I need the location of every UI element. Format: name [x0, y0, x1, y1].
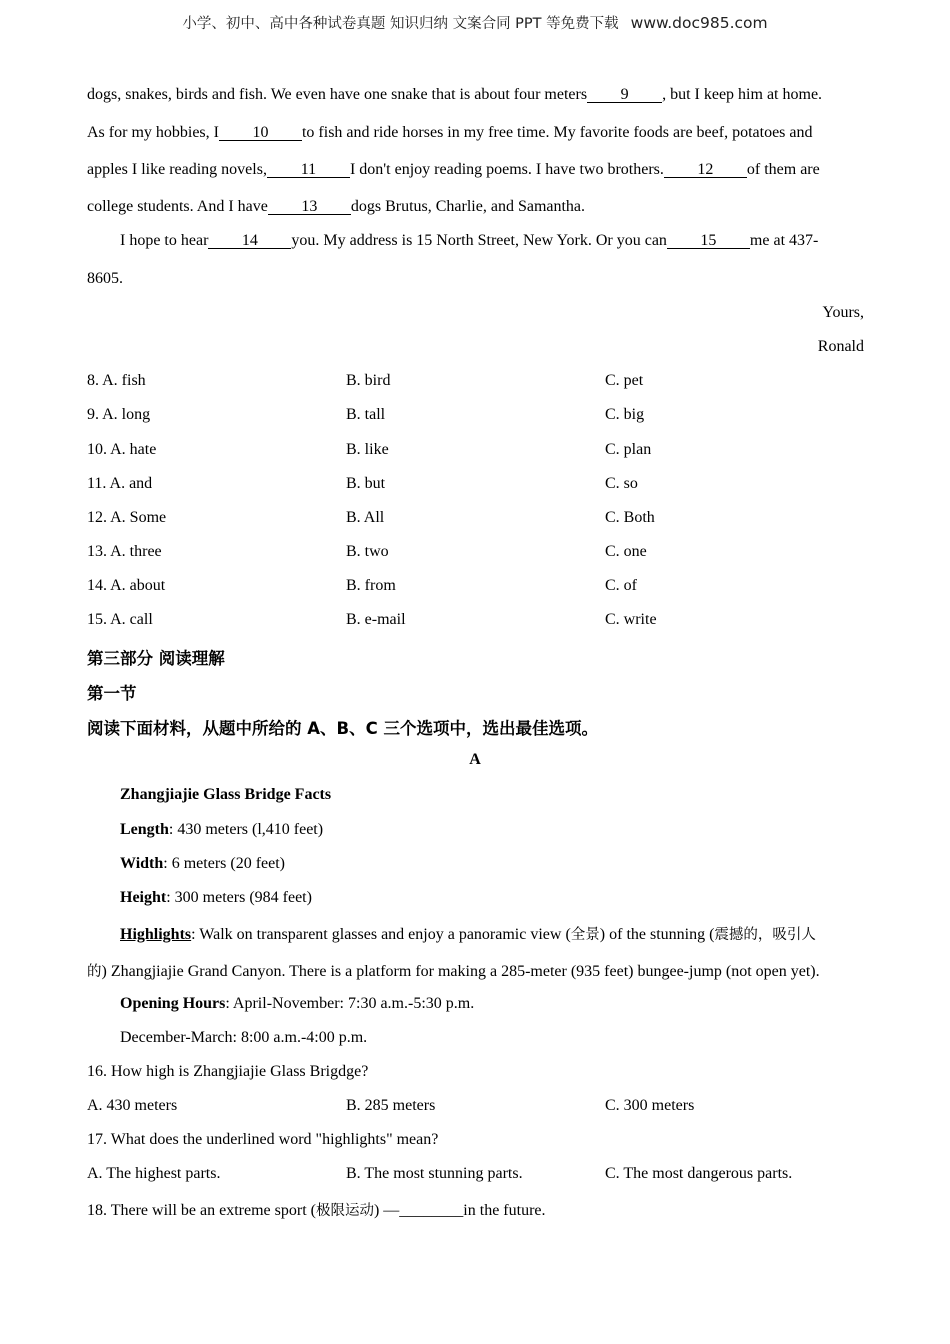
fact-height [120, 889, 312, 907]
section-instruction: 阅读下面材料，从题中所给的 A、B、C 三个选项中，选出最佳选项。 [87, 719, 598, 738]
fact-opening-hours [120, 995, 474, 1013]
text: of them are [746, 161, 820, 178]
option-a: 12. A. Some [87, 509, 167, 526]
text: dogs, snakes, birds and fish. We even have one snake that is about four meters [87, 86, 588, 103]
question-16: 16. How high is Zhangjiajie Glass Brigdge? [87, 1063, 369, 1080]
q16-option-c: C. 300 meters [605, 1097, 695, 1114]
text: me at 437- [749, 232, 819, 249]
q17-option-c: C. The most dangerous parts. [605, 1165, 793, 1182]
fact-value: : 6 meters (20 feet) [163, 855, 286, 872]
blank-11: 11 [267, 162, 350, 178]
text: college students. And I have [87, 198, 268, 215]
option-a: 8. A. fish [87, 372, 146, 389]
text: 18. There will be an extreme sport ( [87, 1202, 316, 1219]
fact-value: : April-November: 7:30 a.m.-5:30 p.m. [225, 995, 475, 1012]
highlights-label: Highlights [120, 926, 192, 943]
option-b: B. e-mail [346, 611, 406, 628]
letter-line-5 [120, 232, 818, 250]
text: 震撼的，吸引人 [714, 927, 816, 943]
option-c: C. plan [605, 441, 652, 458]
letter-signature: Ronald [817, 338, 864, 355]
question-17: 17. What does the underlined word "highlights" mean? [87, 1131, 439, 1148]
text: you. My address is 15 North Street, New York. Or you can [291, 232, 667, 249]
fact-label: Width [120, 855, 164, 872]
text: I don't enjoy reading poems. I have two brothers. [349, 161, 664, 178]
option-b: B. All [346, 509, 385, 526]
text: 全景 [570, 927, 600, 943]
page-header [0, 12, 950, 33]
question-18 [87, 1199, 546, 1220]
fact-highlights-cont [87, 960, 820, 981]
text: 的 [87, 964, 102, 980]
q16-option-a: A. 430 meters [87, 1097, 178, 1114]
blank-15: 15 [667, 233, 750, 249]
fact-label: Length [120, 821, 169, 838]
fact-width [120, 855, 285, 873]
fact-winter-hours: December-March: 8:00 a.m.-4:00 p.m. [120, 1029, 368, 1046]
option-c: C. write [605, 611, 657, 628]
section-sub-heading: 第一节 [87, 684, 137, 703]
header-site-text: 小学、初中、高中各种试卷真题 知识归纳 文案合同 PPT 等免费下载 [182, 16, 619, 32]
letter-line-1 [87, 86, 822, 104]
option-a: 11. A. and [87, 475, 153, 492]
letter-line-3 [87, 161, 820, 179]
option-b: B. but [346, 475, 386, 492]
letter-line-6: 8605. [87, 270, 123, 287]
letter-closing: Yours, [822, 304, 864, 321]
section-part-heading: 第三部分 阅读理解 [87, 649, 225, 668]
q17-option-a: A. The highest parts. [87, 1165, 221, 1182]
text: : Walk on transparent glasses and enjoy a panoramic view ( [191, 926, 571, 943]
option-c: C. pet [605, 372, 644, 389]
fact-label: Height [120, 889, 167, 906]
option-a: 14. A. about [87, 577, 166, 594]
option-c: C. Both [605, 509, 655, 526]
option-a: 15. A. call [87, 611, 153, 628]
fact-value: : 300 meters (984 feet) [166, 889, 312, 906]
q16-option-b: B. 285 meters [346, 1097, 436, 1114]
option-a: 9. A. long [87, 406, 151, 423]
option-b: B. like [346, 441, 389, 458]
blank-13: 13 [268, 199, 351, 215]
letter-line-4 [87, 198, 585, 216]
option-b: B. tall [346, 406, 386, 423]
text: I hope to hear [120, 232, 209, 249]
option-c: C. so [605, 475, 638, 492]
option-b: B. two [346, 543, 389, 560]
fact-label: Opening Hours [120, 995, 226, 1012]
text: apples I like reading novels, [87, 161, 267, 178]
text: to fish and ride horses in my free time. My favorite foods are beef, potatoes and [301, 124, 813, 141]
option-b: B. bird [346, 372, 391, 389]
text: As for my hobbies, I [87, 124, 219, 141]
option-b: B. from [346, 577, 396, 594]
text: , but I keep him at home. [662, 86, 823, 103]
text: ) Zhangjiajie Grand Canyon. There is a platform for making a 285-meter (935 feet) bungee-jump (not open yet). [101, 963, 820, 980]
fact-value: : 430 meters (l,410 feet) [168, 821, 324, 838]
option-c: C. one [605, 543, 647, 560]
facts-title: Zhangjiajie Glass Bridge Facts [120, 786, 332, 803]
text: ) —________in the future. [373, 1202, 546, 1219]
blank-10: 10 [219, 125, 302, 141]
option-c: C. big [605, 406, 645, 423]
option-a: 10. A. hate [87, 441, 157, 458]
fact-length [120, 821, 323, 839]
letter-line-2 [87, 124, 813, 142]
q17-option-b: B. The most stunning parts. [346, 1165, 523, 1182]
option-c: C. of [605, 577, 637, 594]
text: 极限运动 [315, 1203, 374, 1219]
blank-12: 12 [664, 162, 747, 178]
option-a: 13. A. three [87, 543, 162, 560]
passage-letter: A [469, 751, 481, 768]
fact-highlights [120, 923, 816, 944]
text: dogs Brutus, Charlie, and Samantha. [350, 198, 586, 215]
header-url: www.doc985.com [630, 14, 768, 32]
text: ) of the stunning ( [599, 926, 715, 943]
blank-9: 9 [587, 87, 662, 103]
blank-14: 14 [208, 233, 291, 249]
